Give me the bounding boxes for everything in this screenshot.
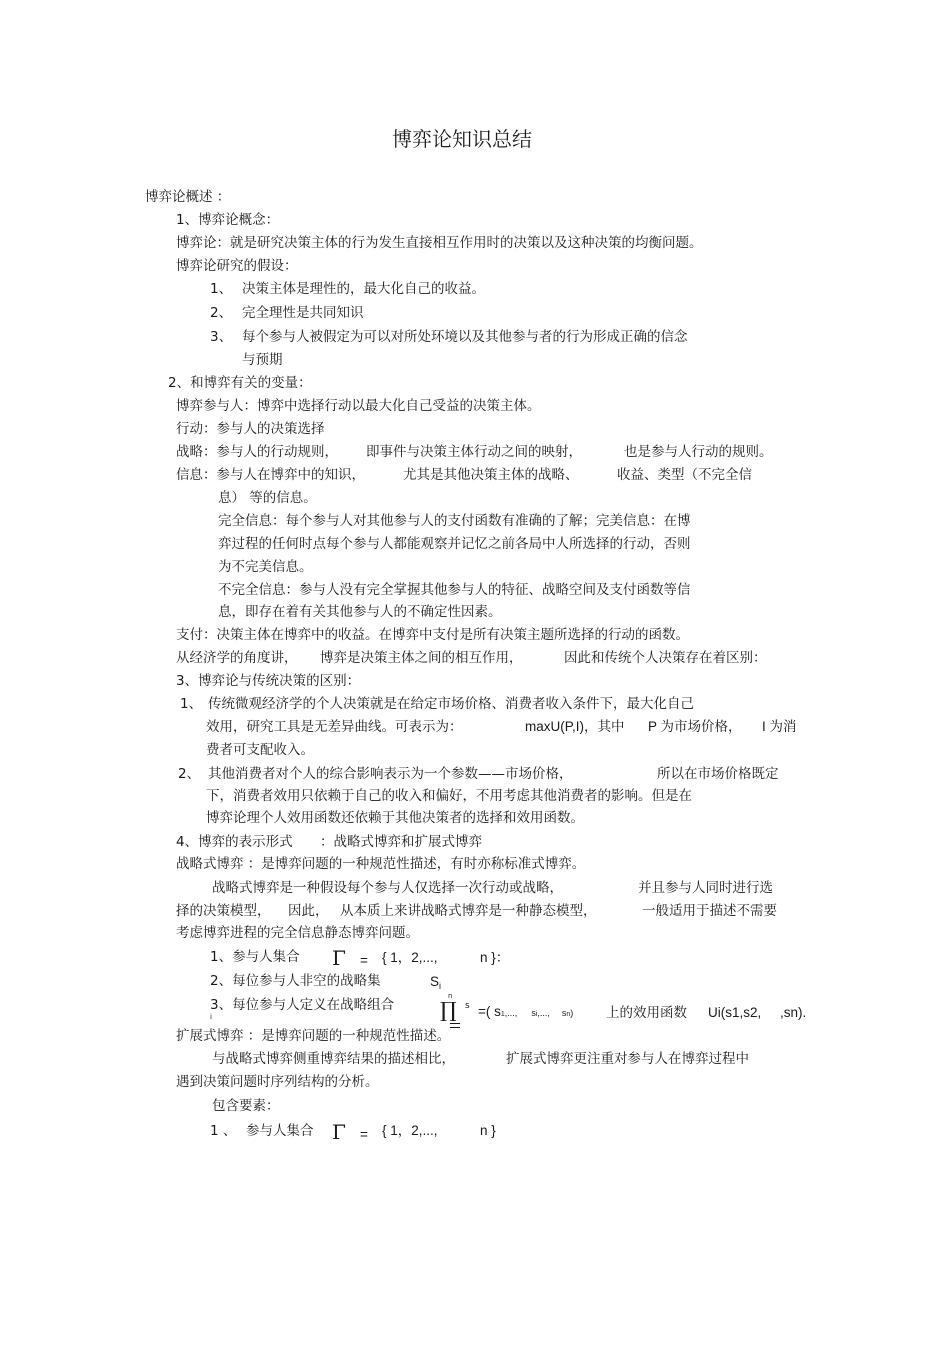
strategy-definition-part: 战略：参与人的行动规则，: [176, 444, 338, 460]
tuple-sep: ,...,: [504, 1008, 518, 1018]
strategic-form-definition: 战略式博弈 ：是博弈问题的一种规范性描述，有时亦称标准式博弈。: [176, 856, 586, 872]
complete-information-line: 为不完美信息。: [218, 559, 313, 575]
section-4-heading: 4、博弈的表示形式: [176, 834, 293, 850]
tuple-sub: 1: [500, 1011, 505, 1018]
product-superscript: n: [448, 992, 453, 1000]
tuple-sub: i: [535, 1011, 538, 1018]
equals-sign: =: [360, 1127, 368, 1142]
economics-perspective-part: 博弈是决策主体之间的相互作用，: [320, 650, 523, 666]
equals-sign: =: [360, 953, 368, 968]
tuple-close: ): [570, 1008, 574, 1018]
extensive-form-paragraph-part: 与战略式博弈侧重博弈结果的描述相比，: [212, 1051, 455, 1067]
strategy-set-letter: S: [430, 974, 440, 989]
tuple-open: =( s: [478, 1004, 501, 1019]
assumptions-heading: 博弈论研究的假设：: [176, 258, 298, 274]
assumption-number: 2、: [210, 305, 233, 321]
information-definition-part: 收益、类型（不完全信: [617, 467, 752, 483]
complete-information-line: 完全信息：每个参与人对其他参与人的支付函数有准确的了解；完美信息：在博: [218, 513, 691, 529]
extensive-form-definition: 扩展式博弈 ：是博弈问题的一种规范性描述。: [176, 1028, 451, 1044]
utility-function-label: 上的效用函数: [606, 1005, 687, 1021]
strategic-form-paragraph-part: 择的决策模型，: [176, 903, 271, 919]
player-set: { 1，2,...,: [382, 950, 438, 965]
incomplete-information-line: 息，即存在着有关其他参与人的不确定性因素。: [218, 604, 502, 620]
strategic-form-paragraph-part: 考虑博弈进程的完全信息静态博弈问题。: [176, 925, 419, 941]
assumption-text: 决策主体是理性的，最大化自己的收益。: [242, 281, 485, 297]
extensive-form-paragraph-part: 扩展式博弈更注重对参与人在博弈过程中: [506, 1051, 749, 1067]
market-price-line: 下，消费者效用只依赖于自己的收入和偏好，不用考虑其他消费者的影响。但是在: [206, 788, 692, 804]
point-number: 1、: [180, 696, 203, 712]
tuple-letter: s: [561, 1008, 567, 1018]
element-strategy-sets: 2、每位参与人非空的战略集: [210, 973, 381, 989]
tuple-sub: n: [566, 1011, 571, 1018]
price-note: P 为市场价格，: [648, 719, 742, 734]
extensive-form-paragraph-part: 遇到决策问题时序列结构的分析。: [176, 1074, 379, 1090]
product-underline-bottom: [450, 1027, 460, 1028]
utility-function-end: ,sn).: [780, 1005, 807, 1020]
section-1-heading: 1、博弈论概念：: [176, 212, 280, 228]
strategy-definition-part: 也是参与人行动的规则。: [624, 444, 773, 460]
information-definition-part: 尤其是其他决策主体的战略、: [403, 467, 579, 483]
player-set: { 1，2,...,: [382, 1123, 438, 1138]
assumption-number: 1、: [210, 281, 233, 297]
ext-element-players: 参与人集合: [246, 1123, 314, 1139]
includes-elements-label: 包含要素：: [212, 1098, 280, 1114]
page-title: 博弈论知识总结: [392, 127, 532, 151]
traditional-decision-line: 效用，研究工具是无差异曲线。可表示为：: [206, 719, 463, 735]
strategic-form-paragraph-part: 战略式博弈是一种假设每个参与人仅选择一次行动或战略，: [212, 880, 563, 896]
strategy-superscript: s: [465, 1001, 470, 1011]
section-2-heading: 2、和博弈有关的变量：: [168, 375, 312, 391]
tuple-sep: ,...,: [537, 1008, 550, 1018]
information-definition-part: 信息：参与人在博弈中的知识，: [176, 467, 365, 483]
market-price-line: 其他消费者对个人的综合影响表示为一个参数——市场价格，: [208, 766, 573, 782]
market-price-line: 所以在市场价格既定: [657, 766, 779, 782]
utility-function: Ui(s1,s2,: [708, 1005, 762, 1020]
players-definition: 博弈参与人：博弈中选择行动以最大化自己受益的决策主体。: [176, 398, 541, 414]
incomplete-information-line: 不完全信息：参与人没有完全掌握其他参与人的特征、战略空间及支付函数等信: [218, 582, 691, 598]
section-4-subheading: ：战略式博弈和扩展式博弈: [320, 834, 482, 850]
game-theory-definition: 博弈论：就是研究决策主体的行为发生直接相互作用时的决策以及这种决策的均衡问题。: [176, 235, 703, 251]
player-set-end: n }：: [480, 950, 510, 965]
income-note: I 为消: [762, 719, 797, 734]
tuple-letter: s: [531, 1008, 536, 1018]
strategic-form-paragraph-part: 从本质上来讲战略式博弈是一种静态模型，: [340, 903, 597, 919]
strategic-form-paragraph-part: 一般适用于描述不需要: [642, 903, 777, 919]
traditional-decision-line: 费者可支配收入。: [206, 742, 314, 758]
player-set-end: n }: [480, 1123, 496, 1138]
payoff-definition: 支付：决策主体在博弈中的收益。在博弈中支付是所有决策主题所选择的行动的函数。: [176, 627, 689, 643]
utility-formula: maxU(P,I)，其中: [525, 719, 625, 734]
strategy-set-symbol: [430, 973, 441, 995]
product-symbol: ∏: [440, 998, 457, 1022]
ext-element-number: 1 、: [210, 1123, 237, 1139]
market-price-line: 博弈论理个人效用函数还依赖于其他决策者的选择和效用函数。: [206, 810, 584, 826]
traditional-decision-line: 传统微观经济学的个人决策就是在给定市场价格、消费者收入条件下，最大化自己: [208, 696, 694, 712]
point-number: 2、: [178, 766, 201, 782]
overview-heading: 博弈论概述 ：: [145, 189, 231, 205]
economics-perspective-part: 因此和传统个人决策存在着区别：: [564, 650, 767, 666]
assumption-text: 每个参与人被假定为可以对所处环境以及其他参与者的行为形成正确的信念: [242, 329, 688, 345]
economics-perspective-part: 从经济学的角度讲，: [176, 650, 298, 666]
strategy-set-subscript: i: [439, 981, 442, 991]
action-definition: 行动：参与人的决策选择: [176, 421, 325, 437]
assumption-text: 完全理性是共同知识: [242, 305, 364, 321]
strategy-definition-part: 即事件与决策主体行动之间的映射，: [366, 444, 582, 460]
gamma-symbol: Γ: [332, 946, 346, 970]
information-definition-continued: 息） 等的信息。: [218, 490, 317, 506]
assumption-text-continued: 与预期: [242, 352, 283, 368]
assumption-number: 3、: [210, 329, 233, 345]
complete-information-line: 弈过程的任何时点每个参与人都能观察并记忆之前各局中人所选择的行动，否则: [218, 536, 691, 552]
strategic-form-paragraph-part: 因此，: [288, 903, 329, 919]
element-players: 1、参与人集合: [210, 949, 300, 965]
product-underline-top: [450, 1023, 460, 1024]
strategic-form-paragraph-part: 并且参与人同时进行选: [638, 880, 773, 896]
product-subscript: i: [210, 1013, 212, 1021]
strategy-tuple: [478, 1003, 573, 1024]
section-3-heading: 3、博弈论与传统决策的区别：: [176, 673, 361, 689]
element-utility: 3、每位参与人定义在战略组合: [210, 997, 395, 1013]
gamma-symbol: Γ: [332, 1120, 346, 1144]
